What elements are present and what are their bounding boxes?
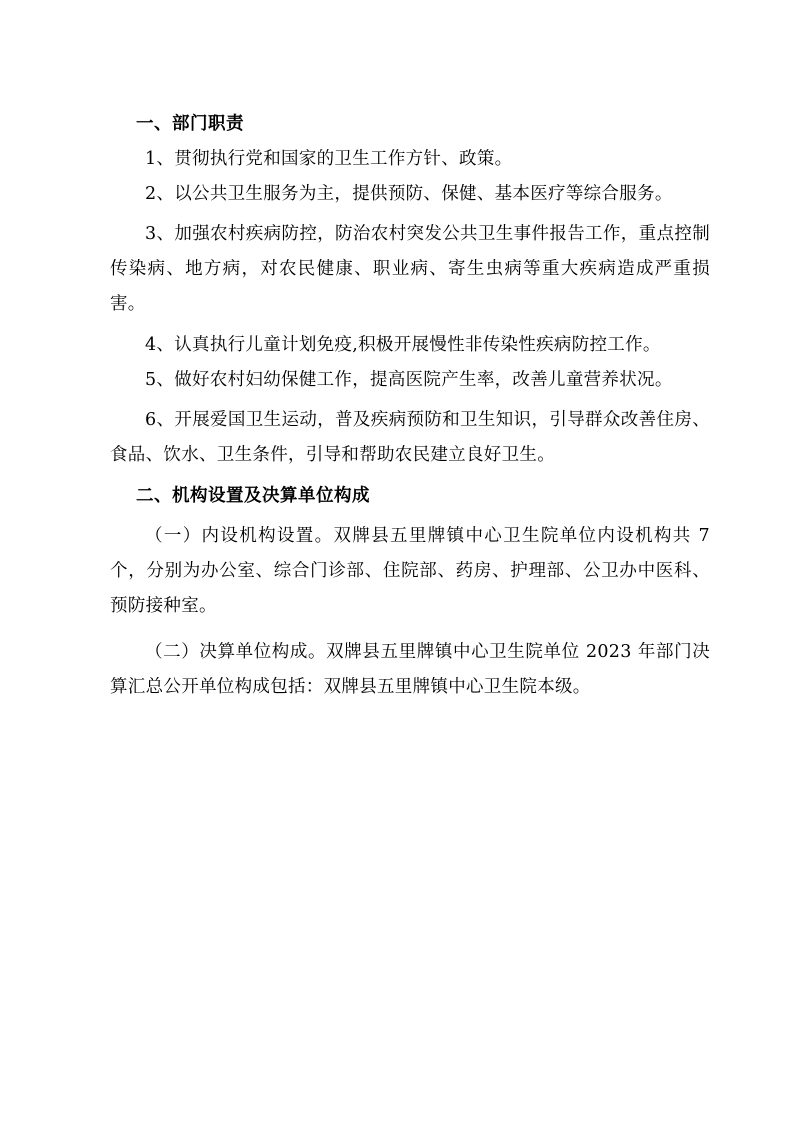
duty-item-2: 2、以公共卫生服务为主，提供预防、保健、基本医疗等综合服务。 bbox=[145, 184, 673, 204]
org-item-internal-structure: （一）内设机构设置。双牌县五里牌镇中心卫生院单位内设机构共 7 个，分别为办公室、综合门诊部、住院部、药房、护理部、公卫办中医科、预防接种室。 bbox=[110, 526, 710, 616]
duty-item-3: 3、加强农村疾病防控，防治农村突发公共卫生事件报告工作，重点控制传染病、地方病，对农民健康、职业病、寄生虫病等重大疾病造成严重损害。 bbox=[110, 224, 710, 314]
duty-item-1: 1、贯彻执行党和国家的卫生工作方针、政策。 bbox=[145, 149, 513, 169]
org-item-budget-units: （二）决算单位构成。双牌县五里牌镇中心卫生院单位 2023 年部门决算汇总公开单位构成包括：双牌县五里牌镇中心卫生院本级。 bbox=[110, 642, 710, 697]
document-body bbox=[110, 112, 710, 716]
duty-item-4: 4、认真执行儿童计划免疫,积极开展慢性非传染性疾病防控工作。 bbox=[145, 335, 661, 355]
duty-item-5: 5、做好农村妇幼保健工作，提高医院产生率，改善儿童营养状况。 bbox=[145, 370, 673, 390]
duty-item-6: 6、开展爱国卫生运动，普及疾病预防和卫生知识，引导群众改善住房、食品、饮水、卫生条件，引导和帮助农民建立良好卫生。 bbox=[110, 410, 710, 465]
section-heading-department-duties: 一、部门职责 bbox=[136, 114, 244, 134]
section-heading-organization: 二、机构设置及决算单位构成 bbox=[136, 486, 370, 506]
